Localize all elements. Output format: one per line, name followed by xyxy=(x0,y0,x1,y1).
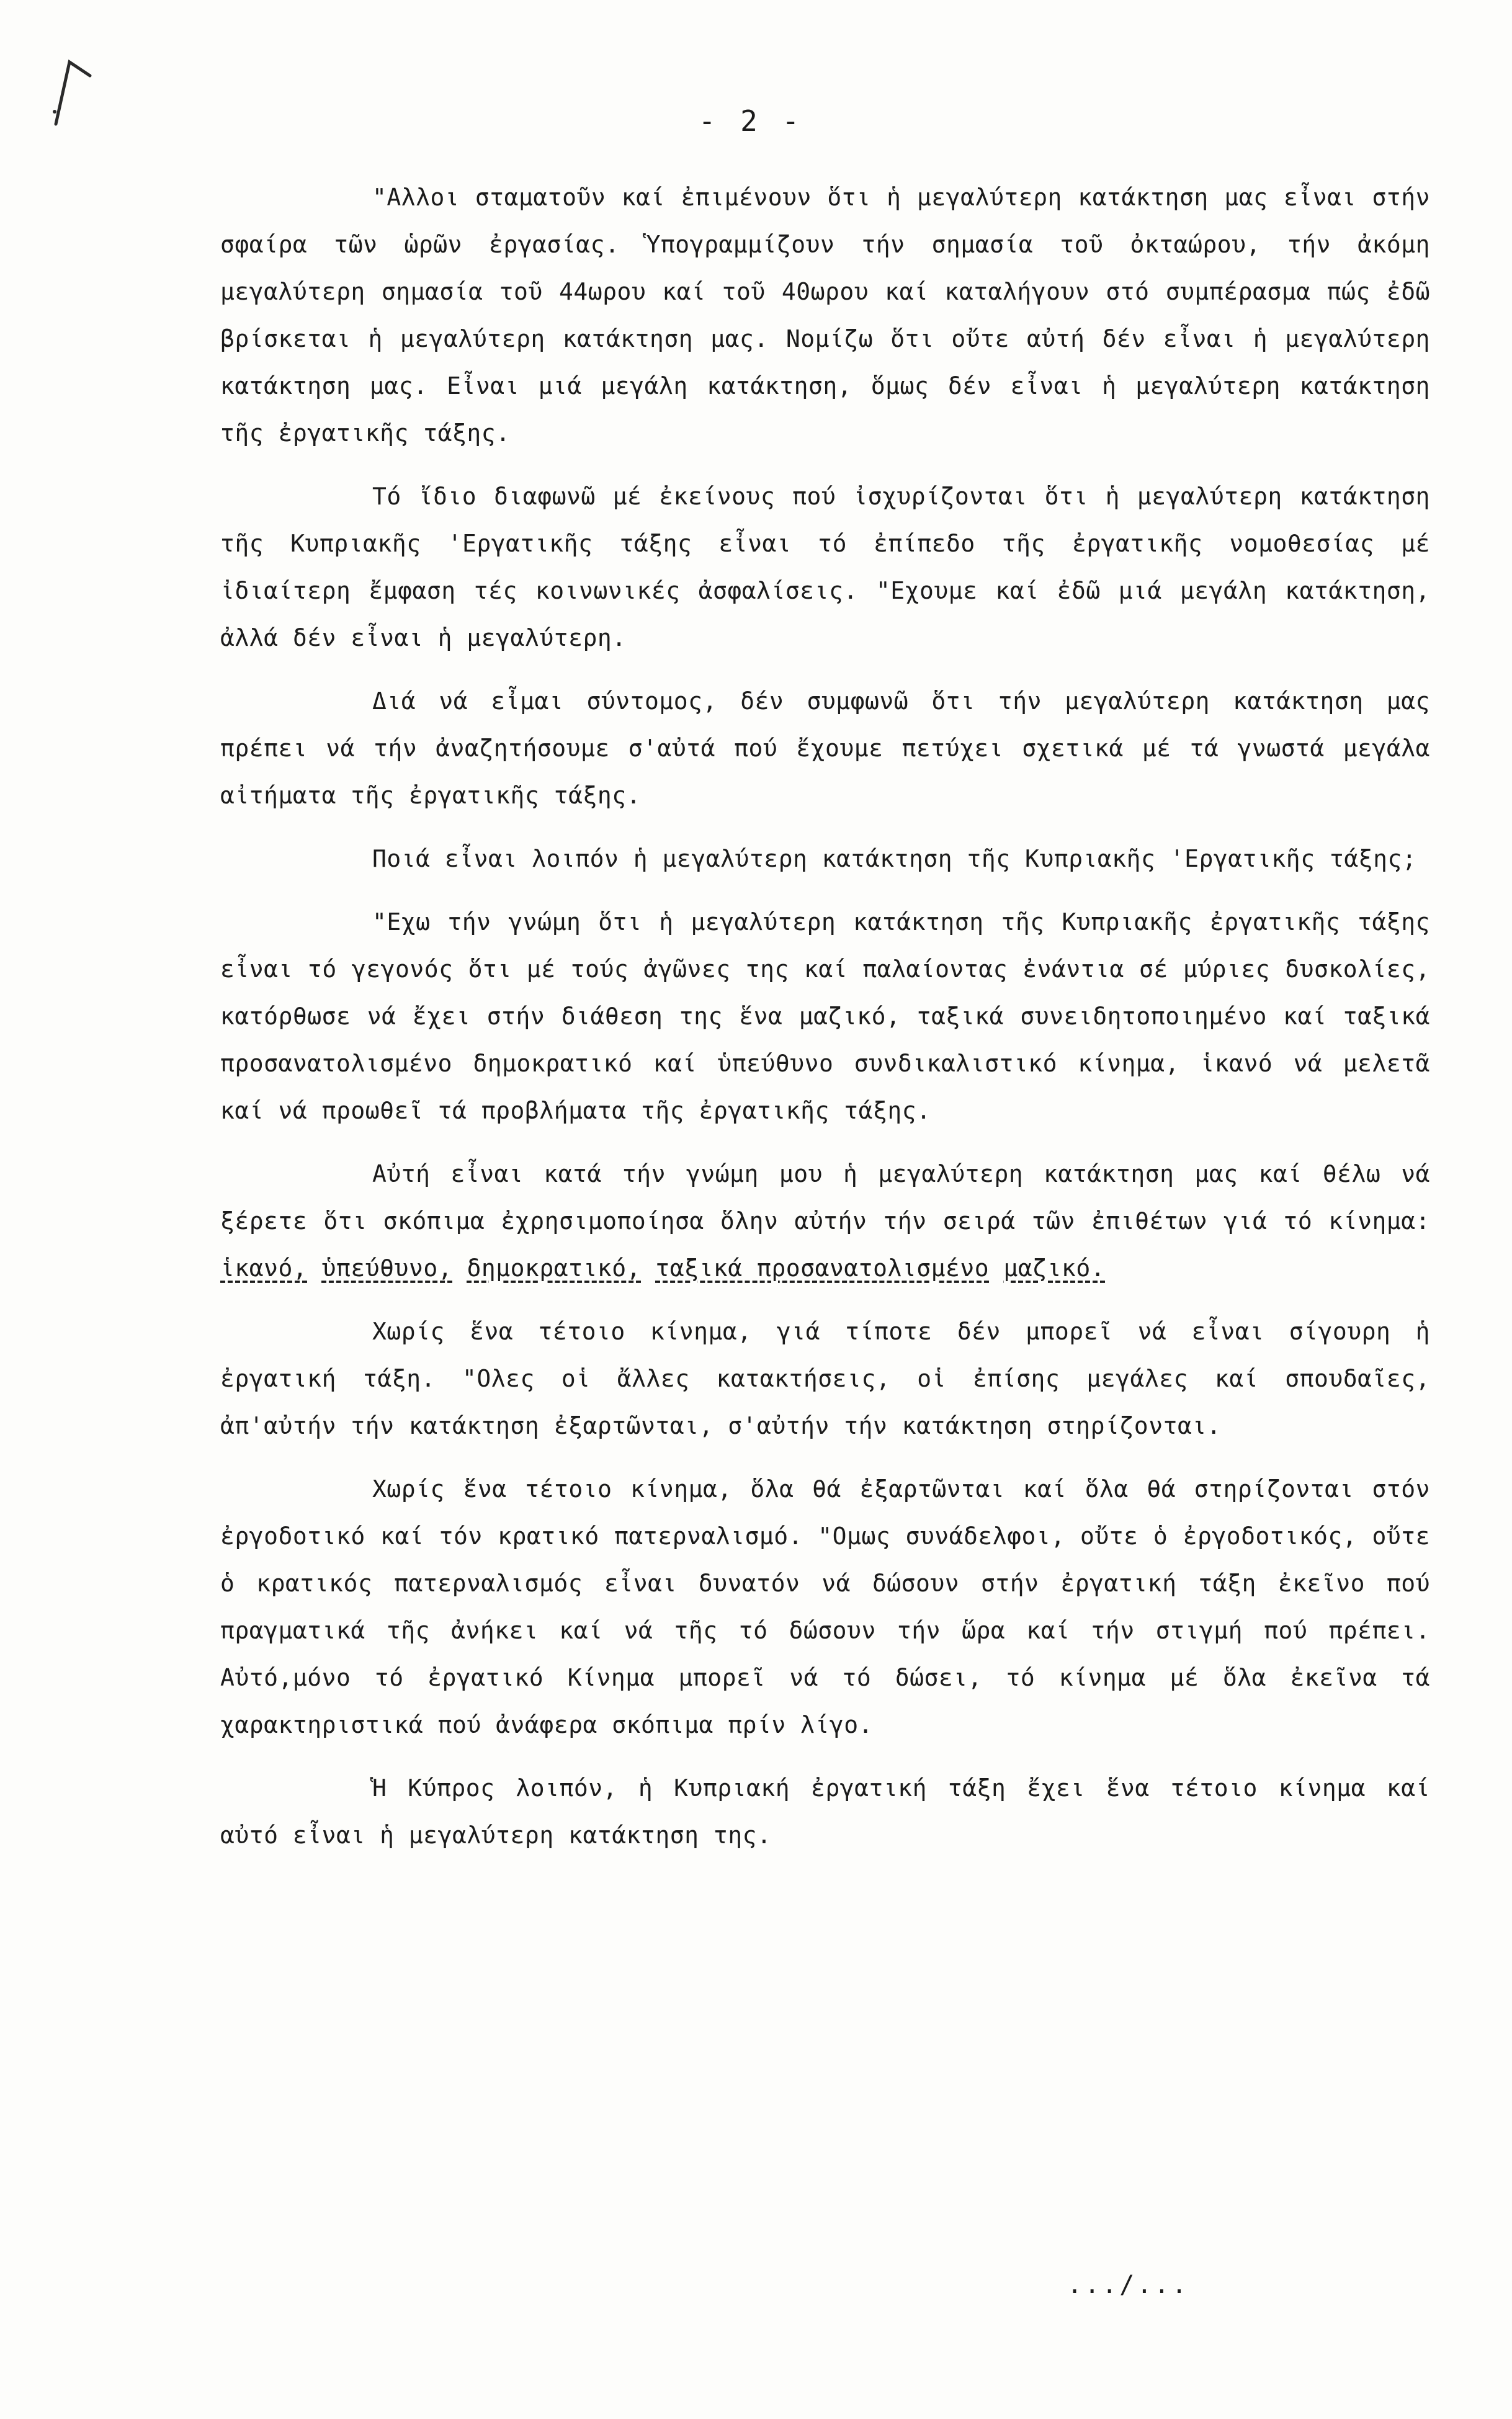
paragraph: Χωρίς ἕνα τέτοιο κίνημα, ὅλα θά ἐξαρτῶνται καί ὅλα θά στηρίζονται στόν ἐργοδοτικό καί τόν κρατικό πατερναλισμό. "Ομως συνάδελφοι, οὔτε ὁ ἐργοδοτικός, οὔτε ὁ κρατικός πατερναλισμός εἶναι δυνατόν νά δώσουν στήν ἐργατική τάξη ἐκεῖνο πού πραγματικά τῆς ἀνήκει καί νά τῆς τό δώσουν τήν ὥρα καί τήν στιγμή πού πρέπει. Αὐτό,μόνο τό ἐργατικό Κίνημα μπορεῖ νά τό δώσει, τό κίνημα μέ ὅλα ἐκεῖνα τά χαρακτηριστικά πού ἀνάφερα σκόπιμα πρίν λίγο. xyxy=(220,1475,1430,1738)
paragraph: Ἡ Κύπρος λοιπόν, ἡ Κυπριακή ἐργατική τάξη ἔχει ἕνα τέτοιο κίνημα καί αὐτό εἶναι ἡ μεγαλύτερη κατάκτηση της. xyxy=(220,1774,1430,1849)
paragraph: Χωρίς ἕνα τέτοιο κίνημα, γιά τίποτε δέν μπορεῖ νά εἶναι σίγουρη ἡ ἐργατική τάξη. "Ολες οἱ ἄλλες κατακτήσεις, οἱ ἐπίσης μεγάλες καί σπουδαῖες, ἀπ'αὐτήν τήν κατάκτηση ἐξαρτῶνται, σ'αὐτήν τήν κατάκτηση στηρίζονται. xyxy=(220,1318,1430,1439)
adjective-word: ὑπεύθυνο, xyxy=(321,1254,453,1282)
paragraph-adjectives xyxy=(220,1150,1430,1292)
adjective-word: ταξικά προσανατολισμένο xyxy=(655,1254,990,1282)
body-text xyxy=(220,174,1430,1875)
paragraph: "Εχω τήν γνώμη ὅτι ἡ μεγαλύτερη κατάκτηση τῆς Κυπριακῆς ἐργατικῆς τάξης εἶναι τό γεγονός ὅτι μέ τούς ἀγῶνες της καί παλαίοντας ἐνάντια σέ μύριες δυσκολίες, κατόρθωσε νά ἔχει στήν διάθεση της ἕνα μαζικό, ταξικά συνειδητοποιημένο καί ταξικά προσανατολισμένο δημοκρατικό καί ὑπεύθυνο συνδικαλιστικό κίνημα, ἱκανό νά μελετᾶ καί νά προωθεῖ τά προβλήματα τῆς ἐργατικῆς τάξης. xyxy=(220,908,1430,1124)
paragraph: Τό ἴδιο διαφωνῶ μέ ἐκείνους πού ἰσχυρίζονται ὅτι ἡ μεγαλύτερη κατάκτηση τῆς Κυπριακῆς 'Εργατικῆς τάξης εἶναι τό ἐπίπεδο τῆς ἐργατικῆς νομοθεσίας μέ ἰδιαίτερη ἔμφαση τές κοινωνικές ἀσφαλίσεις. "Εχουμε καί ἐδῶ μιά μεγάλη κατάκτηση, ἀλλά δέν εἶναι ἡ μεγαλύτερη. xyxy=(220,483,1430,651)
paragraph: Διά νά εἶμαι σύντομος, δέν συμφωνῶ ὅτι τήν μεγαλύτερη κατάκτηση μας πρέπει νά τήν ἀναζητήσουμε σ'αὐτά πού ἔχουμε πετύχει σχετικά μέ τά γνωστά μεγάλα αἰτήματα τῆς ἐργατικῆς τάξης. xyxy=(220,687,1430,809)
paragraph: Ποιά εἶναι λοιπόν ἡ μεγαλύτερη κατάκτηση τῆς Κυπριακῆς 'Εργατικῆς τάξης; xyxy=(372,845,1417,872)
continuation-mark: .../... xyxy=(1067,2271,1189,2299)
paragraph-intro: Αὐτή εἶναι κατά τήν γνώμη μου ἡ μεγαλύτερη κατάκτηση μας καί θέλω νά ξέρετε ὅτι σκόπιμα ἐχρησιμοποίησα ὅλην αὐτήν τήν σειρά τῶν ἐπιθέτων γιά τό κίνημα: xyxy=(220,1160,1430,1235)
handwritten-pencil-mark xyxy=(31,37,105,130)
adjective-word: μαζικό. xyxy=(1003,1254,1106,1282)
page-number: - 2 - xyxy=(698,104,803,138)
adjective-word: δημοκρατικό, xyxy=(467,1254,642,1282)
adjective-word: ἱκανό, xyxy=(220,1254,308,1282)
paragraph: "Αλλοι σταματοῦν καί ἐπιμένουν ὅτι ἡ μεγαλύτερη κατάκτηση μας εἶναι στήν σφαίρα τῶν ὡρῶν ἐργασίας. Ὑπογραμμίζουν τήν σημασία τοῦ ὀκταώρου, τήν ἀκόμη μεγαλύτερη σημασία τοῦ 44ωρου καί τοῦ 40ωρου καί καταλήγουν στό συμπέρασμα πώς ἐδῶ βρίσκεται ἡ μεγαλύτερη κατάκτηση μας. Νομίζω ὅτι οὔτε αὐτή δέν εἶναι ἡ μεγαλύτερη κατάκτηση μας. Εἶναι μιά μεγάλη κατάκτηση, ὅμως δέν εἶναι ἡ μεγαλύτερη κατάκτηση τῆς ἐργατικῆς τάξης. xyxy=(220,184,1430,447)
